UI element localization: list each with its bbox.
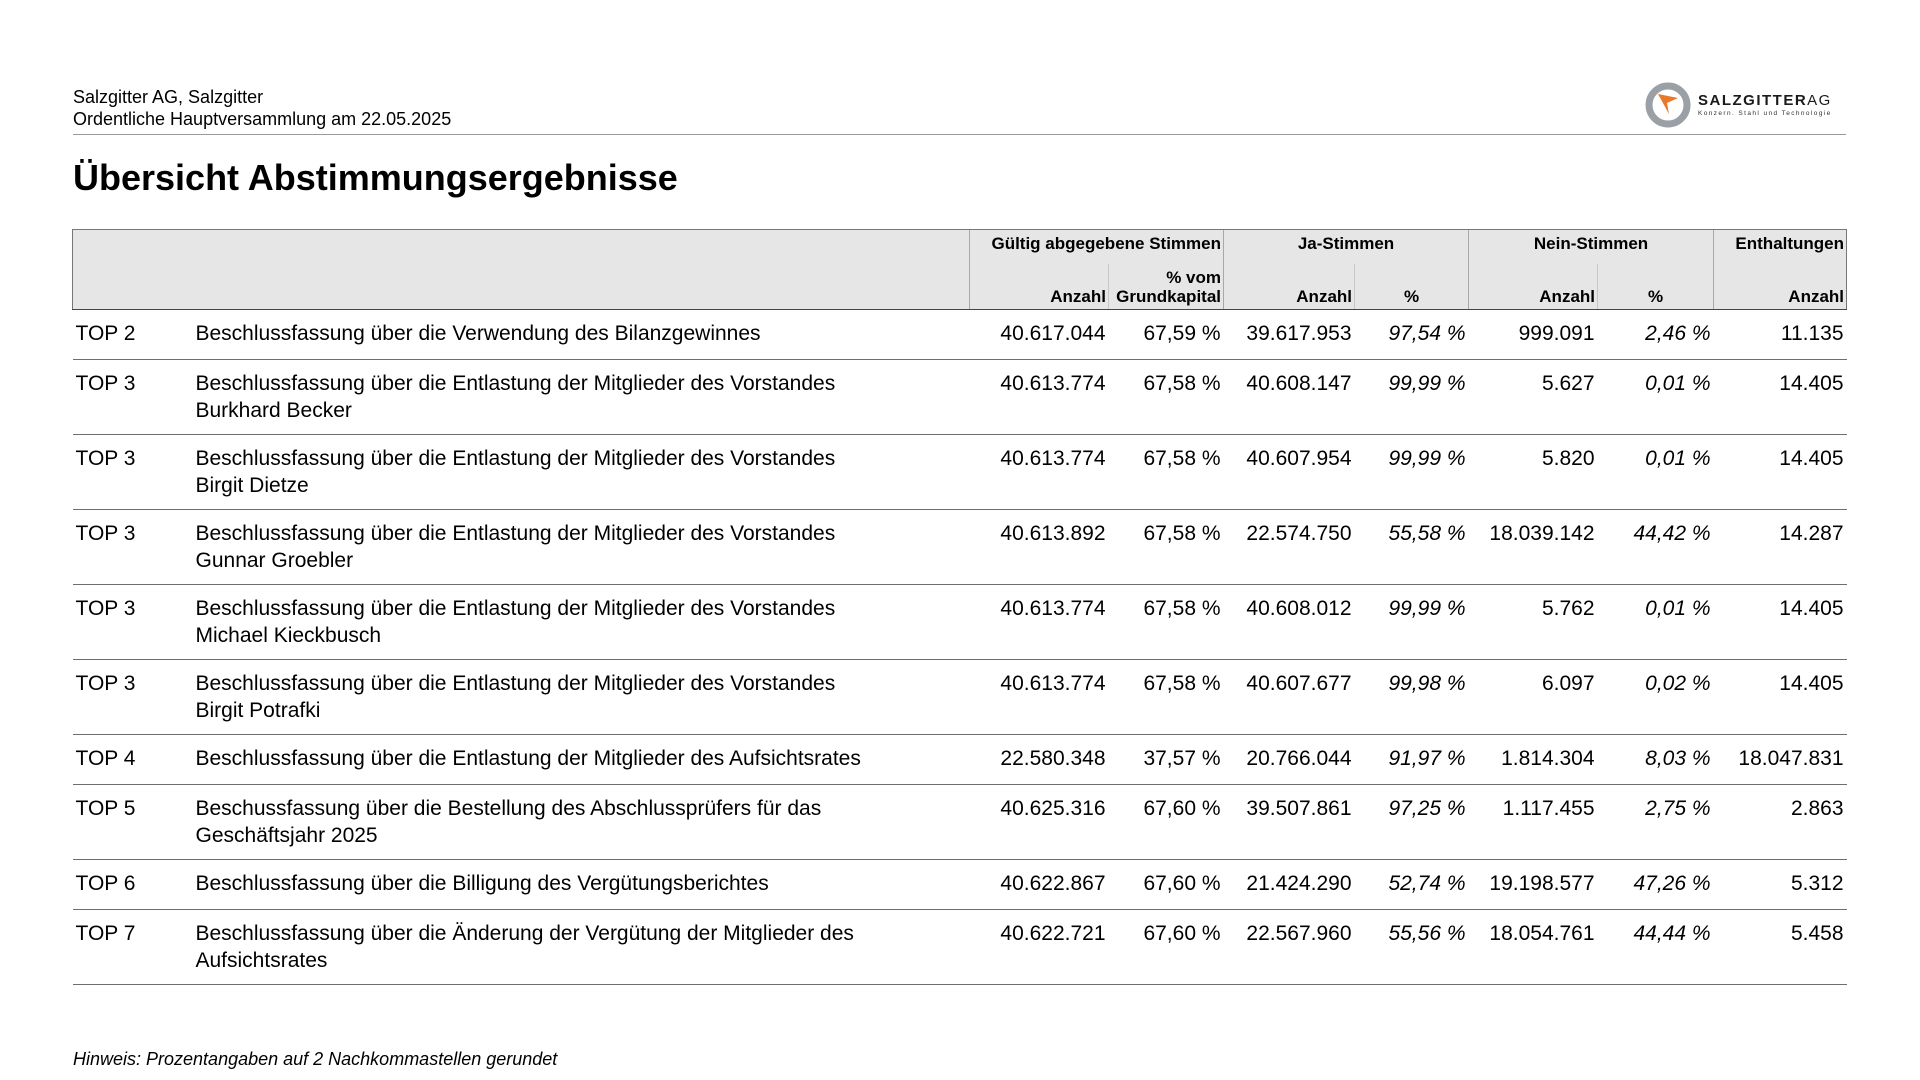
abstentions-cell: 5.312 xyxy=(1714,860,1847,910)
description-line-2: Burkhard Becker xyxy=(195,399,352,422)
no-votes-cell: 1.814.304 xyxy=(1469,735,1598,785)
no-votes-cell: 1.117.455 xyxy=(1469,785,1598,860)
yes-votes-cell: 40.608.147 xyxy=(1224,360,1355,435)
document-header xyxy=(73,86,451,130)
col-header-abstain-count: Anzahl xyxy=(1714,264,1847,310)
description-cell xyxy=(193,585,970,660)
meeting-title: Ordentliche Hauptversammlung am 22.05.2025 xyxy=(73,109,452,129)
col-header-yes-count: Anzahl xyxy=(1224,264,1355,310)
yes-votes-cell: 21.424.290 xyxy=(1224,860,1355,910)
col-header-capital-pct-line1: % vom xyxy=(1166,268,1222,287)
agenda-item-cell: TOP 3 xyxy=(73,660,193,735)
yes-votes-cell: 39.507.861 xyxy=(1224,785,1355,860)
abstentions-cell: 14.405 xyxy=(1714,585,1847,660)
col-header-no-pct: % xyxy=(1598,264,1714,310)
no-votes-cell: 18.039.142 xyxy=(1469,510,1598,585)
description-line-2: Gunnar Groebler xyxy=(195,549,354,572)
capital-percent-cell: 67,60 % xyxy=(1109,860,1224,910)
yes-percent-cell: 99,98 % xyxy=(1355,660,1469,735)
yes-percent-cell: 97,25 % xyxy=(1355,785,1469,860)
abstentions-cell: 14.405 xyxy=(1714,660,1847,735)
col-header-no-count: Anzahl xyxy=(1469,264,1598,310)
abstentions-cell: 14.405 xyxy=(1714,435,1847,510)
yes-percent-cell: 99,99 % xyxy=(1355,435,1469,510)
description-line-2: Michael Kieckbusch xyxy=(195,624,382,647)
description-line-1: Beschlussfassung über die Entlastung der Mitglieder des Vorstandes xyxy=(195,672,836,695)
header-blank xyxy=(73,230,970,265)
description-line-2: Birgit Dietze xyxy=(195,474,309,497)
description-line-1: Beschlussfassung über die Entlastung der Mitglieder des Vorstandes xyxy=(195,522,836,545)
yes-percent-cell: 97,54 % xyxy=(1355,310,1469,360)
description-cell xyxy=(193,510,970,585)
yes-votes-cell: 22.574.750 xyxy=(1224,510,1355,585)
no-votes-cell: 18.054.761 xyxy=(1469,910,1598,985)
table-row xyxy=(73,510,1847,585)
valid-votes-cell: 40.617.044 xyxy=(970,310,1109,360)
description-line-1: Beschlussfassung über die Änderung der Vergütung der Mitglieder des xyxy=(195,922,854,945)
table-row xyxy=(73,435,1847,510)
description-cell xyxy=(193,435,970,510)
description-line-2: Aufsichtsrates xyxy=(195,949,328,972)
agenda-item-cell: TOP 6 xyxy=(73,860,193,910)
description-cell xyxy=(193,660,970,735)
table-row xyxy=(73,910,1847,985)
no-percent-cell: 0,01 % xyxy=(1598,585,1714,660)
capital-percent-cell: 67,58 % xyxy=(1109,510,1224,585)
yes-percent-cell: 52,74 % xyxy=(1355,860,1469,910)
page-title: Übersicht Abstimmungsergebnisse xyxy=(73,157,678,198)
no-votes-cell: 6.097 xyxy=(1469,660,1598,735)
yes-votes-cell: 22.567.960 xyxy=(1224,910,1355,985)
yes-votes-cell: 40.608.012 xyxy=(1224,585,1355,660)
yes-percent-cell: 99,99 % xyxy=(1355,360,1469,435)
agenda-item-cell: TOP 2 xyxy=(73,310,193,360)
valid-votes-cell: 40.625.316 xyxy=(970,785,1109,860)
agenda-item-cell: TOP 3 xyxy=(73,435,193,510)
no-percent-cell: 2,75 % xyxy=(1598,785,1714,860)
footnote: Hinweis: Prozentangaben auf 2 Nachkommastellen gerundet xyxy=(73,1049,558,1069)
table-row xyxy=(73,735,1847,785)
capital-percent-cell: 67,58 % xyxy=(1109,360,1224,435)
no-votes-cell: 5.627 xyxy=(1469,360,1598,435)
group-header-valid: Gültig abgegebene Stimmen xyxy=(970,230,1224,265)
description-cell xyxy=(193,735,970,785)
voting-results-table xyxy=(72,229,1847,985)
abstentions-cell: 18.047.831 xyxy=(1714,735,1847,785)
description-line-2: Birgit Potrafki xyxy=(195,699,321,722)
no-percent-cell: 44,44 % xyxy=(1598,910,1714,985)
valid-votes-cell: 40.613.774 xyxy=(970,360,1109,435)
description-line-2: Geschäftsjahr 2025 xyxy=(195,824,378,847)
table-row xyxy=(73,585,1847,660)
group-header-abstain: Enthaltungen xyxy=(1714,230,1847,265)
abstentions-cell: 5.458 xyxy=(1714,910,1847,985)
group-header-yes: Ja-Stimmen xyxy=(1224,230,1469,265)
no-percent-cell: 0,02 % xyxy=(1598,660,1714,735)
description-line-1: Beschlussfassung über die Verwendung des Bilanzgewinnes xyxy=(195,322,761,345)
valid-votes-cell: 22.580.348 xyxy=(970,735,1109,785)
abstentions-cell: 2.863 xyxy=(1714,785,1847,860)
valid-votes-cell: 40.613.774 xyxy=(970,435,1109,510)
capital-percent-cell: 67,60 % xyxy=(1109,785,1224,860)
table-row xyxy=(73,360,1847,435)
yes-percent-cell: 99,99 % xyxy=(1355,585,1469,660)
agenda-item-cell: TOP 3 xyxy=(73,585,193,660)
description-cell xyxy=(193,360,970,435)
logo-name-main: SALZGITTER xyxy=(1698,91,1808,109)
logo-tagline: Konzern. Stahl und Technologie xyxy=(1698,109,1832,117)
capital-percent-cell: 37,57 % xyxy=(1109,735,1224,785)
col-header-capital-pct xyxy=(1109,264,1224,310)
table-row xyxy=(73,785,1847,860)
header-divider xyxy=(73,134,1846,135)
table-row xyxy=(73,660,1847,735)
group-header-no: Nein-Stimmen xyxy=(1469,230,1714,265)
abstentions-cell: 11.135 xyxy=(1714,310,1847,360)
yes-percent-cell: 91,97 % xyxy=(1355,735,1469,785)
no-votes-cell: 999.091 xyxy=(1469,310,1598,360)
table-header xyxy=(73,230,1847,310)
table-row xyxy=(73,860,1847,910)
valid-votes-cell: 40.613.892 xyxy=(970,510,1109,585)
company-name: Salzgitter AG, Salzgitter xyxy=(73,87,264,107)
col-header-yes-pct: % xyxy=(1355,264,1469,310)
salzgitter-logo xyxy=(1644,81,1832,129)
logo-name-suffix: AG xyxy=(1807,91,1832,109)
no-percent-cell: 44,42 % xyxy=(1598,510,1714,585)
description-cell xyxy=(193,310,970,360)
agenda-item-cell: TOP 3 xyxy=(73,510,193,585)
capital-percent-cell: 67,59 % xyxy=(1109,310,1224,360)
no-percent-cell: 47,26 % xyxy=(1598,860,1714,910)
description-line-1: Beschlussfassung über die Entlastung der Mitglieder des Vorstandes xyxy=(195,447,836,470)
col-header-capital-pct-line2: Grundkapital xyxy=(1116,287,1222,306)
valid-votes-cell: 40.622.867 xyxy=(970,860,1109,910)
agenda-item-cell: TOP 4 xyxy=(73,735,193,785)
no-percent-cell: 2,46 % xyxy=(1598,310,1714,360)
yes-percent-cell: 55,58 % xyxy=(1355,510,1469,585)
no-percent-cell: 0,01 % xyxy=(1598,435,1714,510)
capital-percent-cell: 67,58 % xyxy=(1109,585,1224,660)
description-line-1: Beschlussfassung über die Entlastung der Mitglieder des Vorstandes xyxy=(195,597,836,620)
description-line-1: Beschlussfassung über die Billigung des Vergütungsberichtes xyxy=(195,872,769,895)
yes-votes-cell: 40.607.954 xyxy=(1224,435,1355,510)
abstentions-cell: 14.405 xyxy=(1714,360,1847,435)
table-body xyxy=(73,310,1847,985)
yes-votes-cell: 20.766.044 xyxy=(1224,735,1355,785)
no-votes-cell: 5.762 xyxy=(1469,585,1598,660)
salzgitter-emblem-icon xyxy=(1644,81,1692,129)
capital-percent-cell: 67,58 % xyxy=(1109,435,1224,510)
description-line-1: Beschussfassung über die Bestellung des Abschlussprüfers für das xyxy=(195,797,822,820)
table-row xyxy=(73,310,1847,360)
description-cell xyxy=(193,785,970,860)
abstentions-cell: 14.287 xyxy=(1714,510,1847,585)
header-blank-lower xyxy=(73,264,970,310)
valid-votes-cell: 40.613.774 xyxy=(970,585,1109,660)
no-percent-cell: 0,01 % xyxy=(1598,360,1714,435)
capital-percent-cell: 67,58 % xyxy=(1109,660,1224,735)
no-votes-cell: 19.198.577 xyxy=(1469,860,1598,910)
description-cell xyxy=(193,910,970,985)
yes-percent-cell: 55,56 % xyxy=(1355,910,1469,985)
agenda-item-cell: TOP 3 xyxy=(73,360,193,435)
yes-votes-cell: 40.607.677 xyxy=(1224,660,1355,735)
valid-votes-cell: 40.622.721 xyxy=(970,910,1109,985)
capital-percent-cell: 67,60 % xyxy=(1109,910,1224,985)
description-line-1: Beschlussfassung über die Entlastung der Mitglieder des Vorstandes xyxy=(195,372,836,395)
agenda-item-cell: TOP 5 xyxy=(73,785,193,860)
agenda-item-cell: TOP 7 xyxy=(73,910,193,985)
description-cell xyxy=(193,860,970,910)
no-percent-cell: 8,03 % xyxy=(1598,735,1714,785)
valid-votes-cell: 40.613.774 xyxy=(970,660,1109,735)
col-header-valid-count: Anzahl xyxy=(970,264,1109,310)
no-votes-cell: 5.820 xyxy=(1469,435,1598,510)
description-line-1: Beschlussfassung über die Entlastung der Mitglieder des Aufsichtsrates xyxy=(195,747,861,770)
yes-votes-cell: 39.617.953 xyxy=(1224,310,1355,360)
